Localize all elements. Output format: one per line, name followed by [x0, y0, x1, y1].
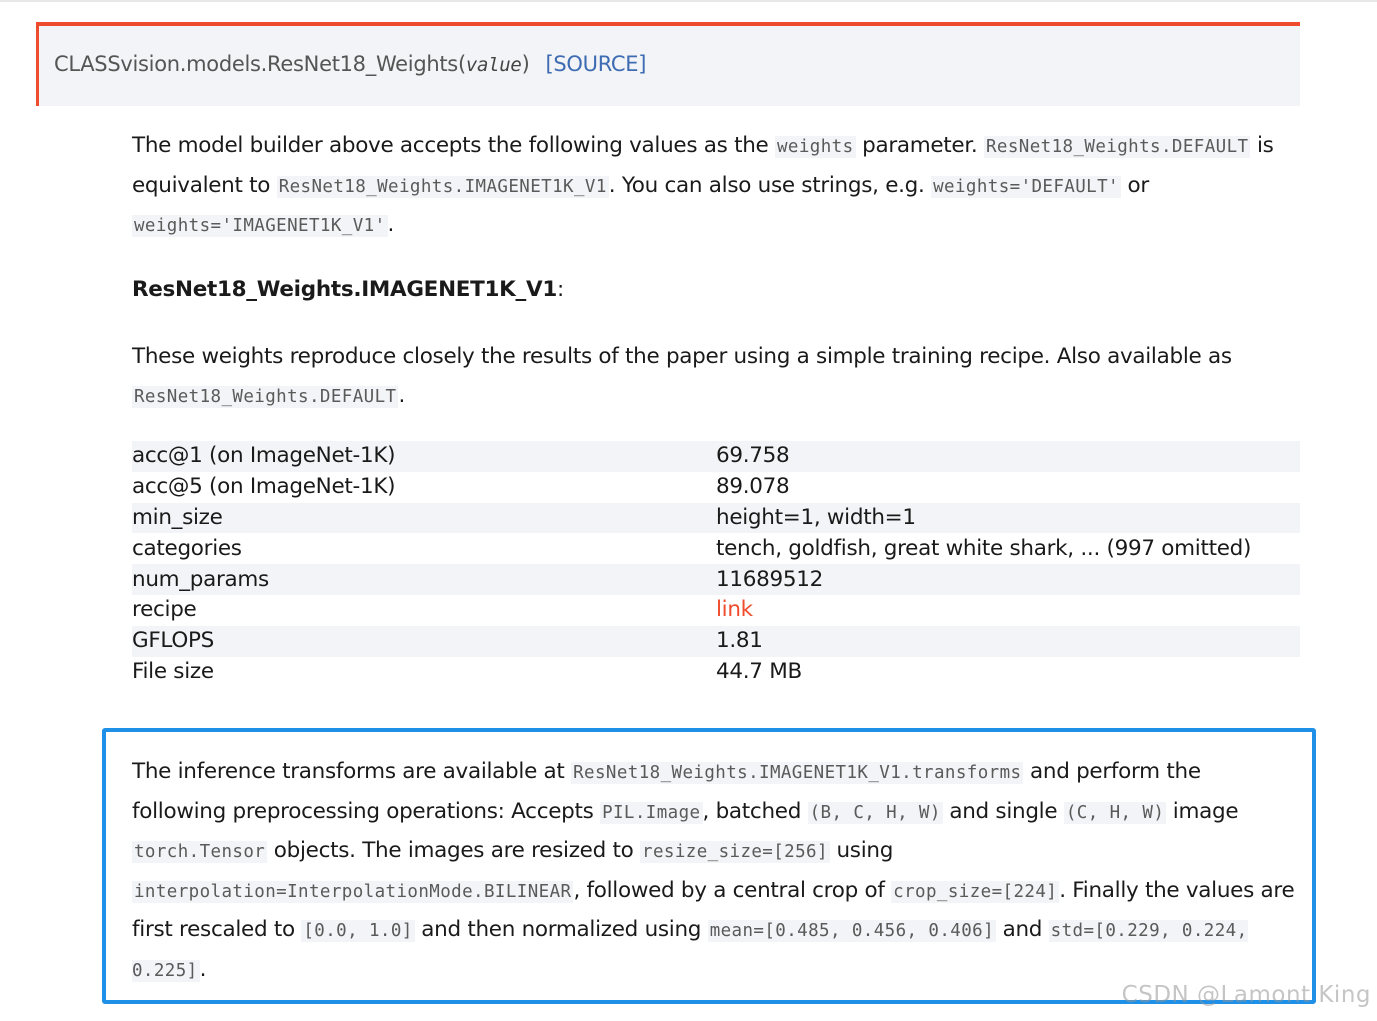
weights-intro-paragraph: [132, 127, 1300, 246]
description-text-1: These weights reproduce closely the results of the paper using a simple training recipe. Also available as: [132, 344, 1232, 369]
transforms-text-12: .: [199, 956, 207, 982]
code-chw: (C, H, W): [1065, 802, 1165, 823]
table-row: [132, 626, 1300, 657]
code-mean: mean=[0.485, 0.456, 0.406]: [709, 921, 995, 941]
meta-value: 89.078: [716, 474, 790, 500]
code-pil-image: PIL.Image: [602, 802, 701, 823]
weights-description: [132, 338, 1300, 416]
meta-key: recipe: [132, 597, 197, 623]
meta-value: 69.758: [716, 441, 1300, 472]
meta-key: num_params: [132, 564, 716, 595]
transforms-text-10: and then normalized using: [414, 917, 708, 942]
source-link[interactable]: [SOURCE]: [545, 52, 647, 76]
recipe-link[interactable]: link: [716, 597, 753, 623]
class-name: vision.models.ResNet18_Weights: [120, 52, 458, 76]
code-weights-default-string: weights='DEFAULT': [933, 176, 1119, 197]
weights-heading-title: ResNet18_Weights.IMAGENET1K_V1: [132, 277, 557, 302]
transforms-text-9: . Finally the values are first rescaled to: [132, 877, 1295, 942]
transforms-text-2: and perform the following preprocessing operations: Accepts: [132, 759, 1201, 824]
transforms-text-6: objects. The images are resized to: [267, 838, 641, 863]
meta-key: min_size: [132, 503, 716, 534]
table-row: [132, 595, 1300, 626]
description-text-2: .: [398, 382, 406, 408]
table-row: [132, 441, 1300, 472]
code-weights: weights: [777, 137, 854, 157]
code-crop-size: crop_size=[224]: [893, 881, 1058, 902]
weights-heading-colon: :: [556, 277, 564, 302]
table-row: [132, 472, 1300, 503]
code-resize-size: resize_size=[256]: [642, 842, 828, 862]
code-imagenet1k-v1: ResNet18_Weights.IMAGENET1K_V1: [278, 176, 607, 197]
transforms-text-8: , followed by a central crop of: [573, 877, 892, 903]
table-row: [132, 503, 1300, 534]
table-row: [132, 657, 1300, 688]
transforms-text-11: and: [996, 917, 1049, 942]
class-signature-block: [36, 22, 1300, 106]
transforms-text-3: , batched: [702, 798, 808, 824]
code-rescale-range: [0.0, 1.0]: [303, 921, 413, 941]
transforms-text-7: using: [829, 838, 894, 863]
meta-key: categories: [132, 535, 242, 561]
meta-value: 1.81: [716, 626, 1300, 657]
transforms-text-5: image: [1166, 798, 1239, 824]
meta-key: acc@1 (on ImageNet-1K): [132, 441, 716, 472]
top-divider: [0, 0, 1377, 2]
transforms-text-4: and single: [942, 798, 1064, 824]
meta-value: 44.7 MB: [716, 658, 802, 684]
meta-value: height=1, width=1: [716, 503, 1300, 534]
meta-value: tench, goldfish, great white shark, ... (997 omitted): [716, 535, 1252, 561]
meta-key: File size: [132, 658, 214, 684]
table-row: [132, 564, 1300, 595]
code-transforms: ResNet18_Weights.IMAGENET1K_V1.transforms: [573, 763, 1022, 783]
intro-text-6: .: [387, 212, 395, 237]
code-bchw: (B, C, H, W): [809, 802, 941, 823]
class-param: value: [465, 54, 522, 76]
intro-text-1: The model builder above accepts the following values as the: [132, 133, 775, 158]
code-interpolation: interpolation=InterpolationMode.BILINEAR: [134, 881, 572, 902]
intro-text-5: or: [1121, 172, 1149, 198]
transforms-text-1: The inference transforms are available at: [132, 759, 572, 784]
class-signature: CLASSvision.models.ResNet18_Weights(value) [SOURCE]: [54, 52, 647, 76]
transforms-paragraph: [132, 753, 1300, 990]
table-row: [132, 533, 1300, 564]
meta-value: [716, 595, 1300, 626]
intro-text-2: parameter.: [855, 133, 984, 158]
meta-key: acc@5 (on ImageNet-1K): [132, 474, 396, 500]
code-default-alias: ResNet18_Weights.DEFAULT: [134, 386, 397, 407]
class-keyword: CLASS: [54, 52, 121, 76]
meta-value: 11689512: [716, 564, 1300, 595]
watermark: CSDN @Lamont King: [1121, 982, 1371, 1008]
code-weights-imagenet-string: weights='IMAGENET1K_V1': [134, 216, 386, 236]
meta-key: GFLOPS: [132, 626, 716, 657]
weights-meta-table: [132, 441, 1300, 687]
code-torch-tensor: torch.Tensor: [134, 842, 266, 862]
code-default: ResNet18_Weights.DEFAULT: [986, 137, 1249, 157]
intro-text-4: . You can also use strings, e.g.: [608, 172, 932, 198]
code-std: std=[0.229, 0.224, 0.225]: [132, 921, 1248, 981]
intro-text-3: is equivalent to: [132, 133, 1274, 198]
weights-heading: [132, 271, 1300, 310]
